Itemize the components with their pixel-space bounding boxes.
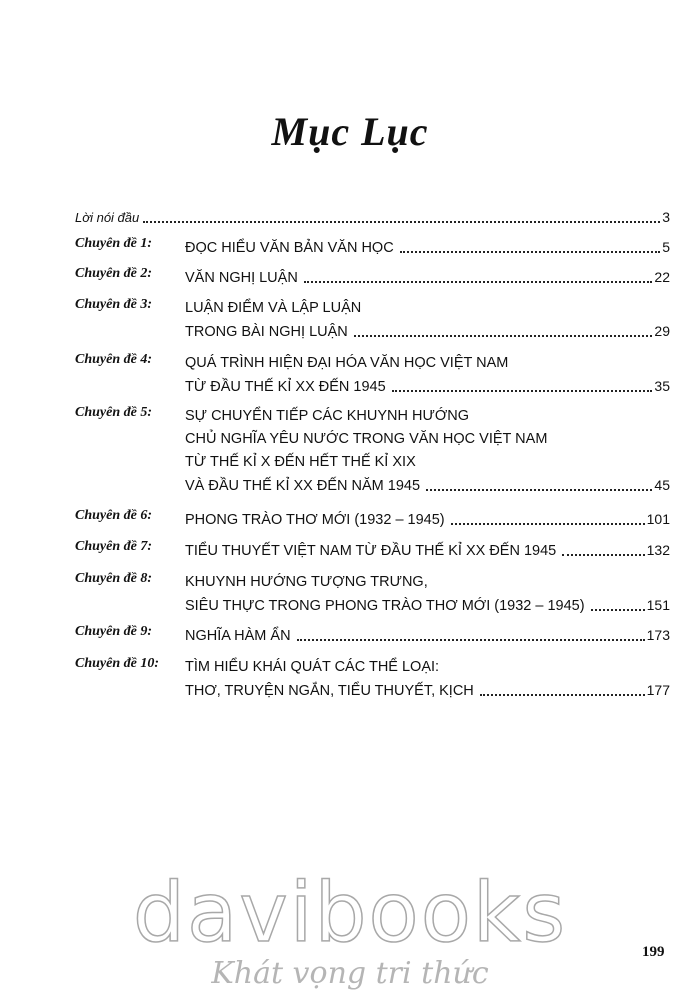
toc-entry-page: 101 [646,511,670,527]
dot-leader [392,384,653,392]
toc-entry-line: ĐỌC HIỂU VĂN BẢN VĂN HỌC [185,240,394,256]
toc-entry-label: Chuyên đề 9: [75,624,152,639]
dot-leader [297,633,645,641]
dot-leader [480,688,645,696]
toc-entry-page: 177 [646,682,670,698]
toc-entry-label: Chuyên đề 5: [75,405,152,420]
toc-intro-row [75,206,670,229]
toc-entry-line: VĂN NGHỊ LUẬN [185,270,298,286]
toc-entry-line: NGHĨA HÀM ẨN [185,628,291,644]
toc-entry-line: SIÊU THỰC TRONG PHONG TRÀO THƠ MỚI (1932 – 1945) [185,598,585,614]
toc-entry-label: Chuyên đề 10: [75,656,159,671]
toc-entry-line: SỰ CHUYỂN TIẾP CÁC KHUYNH HƯỚNG [185,408,470,424]
toc-entry-label: Chuyên đề 8: [75,571,152,586]
dot-leader [143,215,660,223]
dot-leader [354,329,653,337]
toc-intro-label: Lời nói đầu [75,210,140,225]
toc-entry-line: TRONG BÀI NGHỊ LUẬN [185,324,348,340]
toc-entry-page: 29 [654,323,670,339]
toc-entry-line: TIỂU THUYẾT VIỆT NAM TỪ ĐẦU THẾ KỈ XX ĐẾN 1945 [185,543,557,559]
toc-entry-page: 22 [654,269,670,285]
toc-entry-line: THƠ, TRUYỆN NGẮN, TIỂU THUYẾT, KỊCH [185,683,474,699]
toc-entry-line: VÀ ĐẦU THẾ KỈ XX ĐẾN NĂM 1945 [185,478,421,494]
dot-leader [591,603,645,611]
toc-entry-line: TỪ ĐẦU THẾ KỈ XX ĐẾN 1945 [185,379,386,395]
toc-entry-label: Chuyên đề 4: [75,352,152,367]
toc-entry-label: Chuyên đề 6: [75,508,152,523]
toc-entry-page: 173 [646,627,670,643]
toc-entry-line: TỪ THẾ KỈ X ĐẾN HẾT THẾ KỈ XIX [185,454,416,470]
toc-entry-page: 45 [654,477,670,493]
toc-intro-page: 3 [662,209,670,225]
dot-leader [426,483,652,491]
page-title: Mục Lục [271,109,429,154]
toc-entry-page: 151 [646,597,670,613]
toc-entry-label: Chuyên đề 3: [75,297,152,312]
toc-entry-page: 5 [662,239,670,255]
dot-leader [304,275,653,283]
toc-entry-page: 35 [654,378,670,394]
watermark-tagline: Khát vọng tri thức [211,956,489,991]
dot-leader [400,245,661,253]
dot-leader [562,548,644,556]
toc-entry-label: Chuyên đề 2: [75,266,152,281]
watermark-logo: davibooks [132,866,568,961]
toc-entry-line: LUẬN ĐIỂM VÀ LẬP LUẬN [185,300,362,316]
dot-leader [451,517,645,525]
page-number: 199 [642,944,665,960]
toc-entry-page: 132 [646,542,670,558]
toc-entry-line: PHONG TRÀO THƠ MỚI (1932 – 1945) [185,512,445,528]
toc-entry-line: TÌM HIỂU KHÁI QUÁT CÁC THỂ LOẠI: [185,659,440,675]
toc-entry-line: QUÁ TRÌNH HIỆN ĐẠI HÓA VĂN HỌC VIỆT NAM [185,355,509,371]
toc-entry-label: Chuyên đề 7: [75,539,152,554]
toc-entry-line: CHỦ NGHĨA YÊU NƯỚC TRONG VĂN HỌC VIỆT NAM [185,431,548,447]
toc-entry-line: KHUYNH HƯỚNG TƯỢNG TRƯNG, [185,574,428,590]
toc-entry-label: Chuyên đề 1: [75,236,152,251]
